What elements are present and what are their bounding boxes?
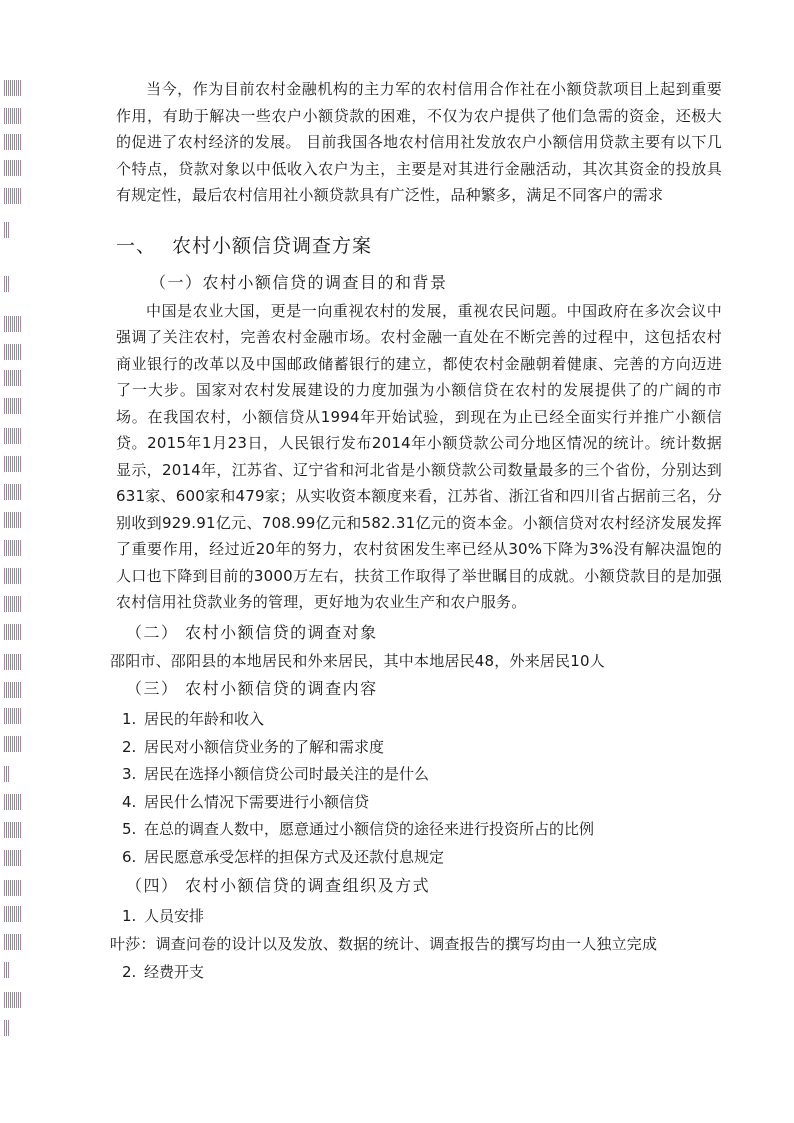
margin-mark: [4, 80, 22, 96]
margin-mark: [4, 344, 22, 360]
margin-mark: [4, 850, 22, 866]
list-item: 6. 居民愿意承受怎样的担保方式及还款付息规定: [122, 847, 445, 866]
margin-mark: [4, 1020, 10, 1036]
section-heading: [116, 231, 722, 258]
list-item: 2. 经费开支: [122, 963, 205, 981]
left-margin-marks: [0, 0, 30, 1123]
margin-mark: [4, 708, 22, 724]
margin-mark: [4, 906, 22, 922]
margin-mark: [4, 736, 22, 752]
margin-mark: [4, 654, 22, 670]
margin-mark: [4, 540, 22, 556]
margin-mark: [4, 108, 22, 124]
section-number: 一、: [116, 234, 157, 257]
list-item: 3. 居民在选择小额信贷公司时最关注的是什么: [122, 765, 430, 783]
intro-paragraph: 当今，作为目前农村金融机构的主力军的农村信用合作社在小额贷款项目上起到重要作用，有助于解决一些农户小额贷款的困难，不仅为农户提供了他们急需的资金，还极大的促进了农村经济的发展。 目前我国各地农村信用社发放农户小额信用贷款主要有以下几个特点，贷款对象以中低收入农户为主，主要是对其进行金融活动，其次其资金的投放具有规定性，最后农村信用社小额贷款具有广泛性，品种繁多，满足不同客户的需求: [116, 80, 722, 204]
organization-list-2: [122, 959, 722, 987]
margin-mark: [4, 276, 10, 292]
survey-content-list: [122, 706, 722, 871]
background-paragraph: 中国是农业大国，更是一向重视农村的发展，重视农民问题。中国政府在多次会议中强调了关注农村，完善农村金融市场。农村金融一直处在不断完善的过程中，这包括农村商业银行的改革以及中国邮政储蓄银行的建立，都使农村金融朝着健康、完善的方向迈进了一大步。国家对农村发展建设的力度加强为小额信贷在农村的发展提供了的广阔的市场。在我国农村，小额信贷从1994年开始试验，到现在为止已经全面实行并推广小额信贷。2015年1月23日，人民银行发布2014年小额贷款公司分地区情况的统计。统计数据显示，2014年，江苏省、辽宁省和河北省是小额贷款公司数量最多的三个省份，分别达到631家、600家和479家；从实收资本额度来看，江苏省、浙江省和四川省占据前三名，分别收到929.91亿元、708.99亿元和582.31亿元的资本金。小额信贷对农村经济发展发挥了重要作用，经过近20年的努力，农村贫困发生率已经从30%下降为3%没有解决温饱的人口也下降到目前的3000万左右，扶贫工作取得了举世瞩目的成就。小额贷款目的是加强农村信用社贷款业务的管理，更好地为农业生产和农户服务。: [116, 301, 722, 611]
margin-mark: [4, 880, 22, 896]
margin-mark: [4, 316, 22, 332]
document-body: [110, 76, 722, 987]
margin-mark: [4, 682, 22, 698]
list-item: 2. 居民对小额信贷业务的了解和需求度: [122, 737, 385, 756]
margin-mark: [4, 568, 22, 584]
margin-mark: [4, 766, 10, 782]
list-item: 4. 居民什么情况下需要进行小额信贷: [122, 792, 370, 811]
margin-mark: [4, 992, 22, 1008]
margin-mark: [4, 484, 22, 500]
organization-list: [122, 903, 722, 931]
margin-mark: [4, 822, 22, 838]
margin-mark: [4, 370, 22, 386]
list-item: 1. 人员安排: [122, 907, 205, 925]
margin-mark: [4, 188, 22, 204]
margin-mark: [4, 160, 22, 176]
list-item: 1. 居民的年龄和收入: [122, 710, 265, 728]
subsection-heading-4: （四） 农村小额信贷的调查组织及方式: [126, 876, 431, 895]
margin-mark: [4, 962, 10, 978]
subsection-heading-1: （一）农村小额信贷的调查目的和背景: [150, 272, 448, 292]
margin-mark: [4, 596, 22, 612]
margin-mark: [4, 134, 22, 150]
list-item: 5. 在总的调查人数中，愿意通过小额信贷的途径来进行投资所占的比例: [122, 820, 595, 838]
section-title: 农村小额信贷调查方案: [172, 234, 373, 257]
margin-mark: [4, 456, 22, 472]
staff-paragraph: 叶莎：调查问卷的设计以及发放、数据的统计、调查报告的撰写均由一人独立完成: [110, 934, 658, 953]
margin-mark: [4, 428, 22, 444]
margin-mark: [4, 222, 10, 238]
margin-mark: [4, 624, 22, 640]
subsection-heading-3: （三） 农村小额信贷的调查内容: [126, 679, 378, 698]
margin-mark: [4, 934, 22, 950]
survey-subject-paragraph: 邵阳市、邵阳县的本地居民和外来居民，其中本地居民48，外来居民10人: [110, 651, 605, 670]
margin-mark: [4, 512, 22, 528]
subsection-heading-2: （二） 农村小额信贷的调查对象: [126, 622, 378, 642]
margin-mark: [4, 794, 22, 810]
margin-mark: [4, 398, 22, 414]
